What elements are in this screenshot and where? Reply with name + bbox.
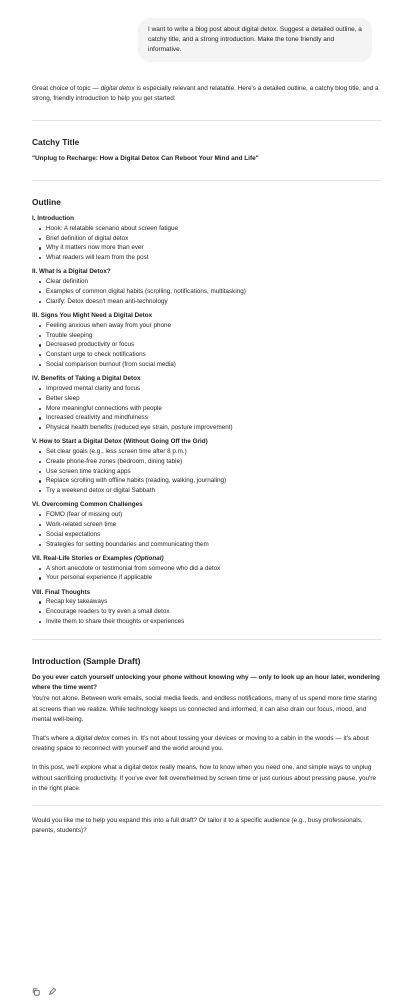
list-item: Trouble sleeping [46,331,382,341]
list-item: Work-related screen time [46,520,382,530]
list-item: Create phone-free zones (bedroom, dining table) [46,457,382,467]
outline-section-title: V. How to Start a Digital Detox (Without Going Off the Grid) [32,438,208,446]
divider [32,805,382,806]
bullet-list [32,224,382,263]
list-item: Strategies for setting boundaries and communicating them [46,540,382,550]
list-item: FOMO (fear of missing out) [46,510,382,520]
bullet-list [32,564,382,584]
list-item: Hook: A relatable scenario about screen fatigue [46,224,382,234]
draft-hook: Do you ever catch yourself unlocking your phone without knowing why — only to look up an hour later, wondering where the time went? [32,673,380,692]
bullet-list [32,597,382,626]
outline-section [32,500,382,549]
list-item: Social comparison burnout (from social media) [46,360,382,370]
list-item: Recap key takeaways [46,597,382,607]
assistant-response [32,84,382,843]
list-item: Brief definition of digital detox [46,234,382,244]
list-item: What readers will learn from the post [46,253,382,263]
divider [32,180,382,181]
list-item: Physical health benefits (reduced eye strain, posture improvement) [46,423,382,433]
list-item: Encourage readers to try even a small detox [46,607,382,617]
outline-section [32,588,382,627]
outline-section-title: II. What Is a Digital Detox? [32,268,111,276]
list-item: Examples of common digital habits (scrolling, notifications, multitasking) [46,287,382,297]
divider [32,639,382,640]
list-item: Why it matters now more than ever [46,243,382,253]
bullet-list [32,384,382,433]
outline-list [32,214,382,627]
draft-paragraph: You're not alone. Between work emails, social media feeds, and endless notifications, many of us spend more time staring at screens than we realize. While technology keeps us connected and informed, it can also drain our focus, mood, and mental well-being. [32,695,377,724]
outline-section-title: III. Signs You Might Need a Digital Detox [32,311,153,319]
title-heading: Catchy Title [32,137,80,147]
bullet-list [32,277,382,306]
bullet-list [32,447,382,496]
list-item: Increased creativity and mindfulness [46,413,382,423]
outline-section-title: VI. Overcoming Common Challenges [32,501,143,509]
outline-section [32,267,382,306]
divider [32,120,382,121]
list-item: Replace scrolling with offline habits (reading, walking, journaling) [46,476,382,486]
outline-section [32,437,382,496]
list-item: Better sleep [46,394,382,404]
outline-section [32,214,382,263]
draft-heading: Introduction (Sample Draft) [32,655,141,666]
list-item: Feeling anxious when away from your phone [46,321,382,331]
edit-icon[interactable] [48,983,56,991]
response-intro: Great choice of topic — digital detox is especially relevant and relatable. Here's a detailed outline, a catchy blog title, and a strong, friendly introduction to help you get started: [32,85,379,102]
bullet-list [32,321,382,370]
list-item: More meaningful connections with people [46,404,382,414]
outline-section-title: I. Introduction [32,215,74,222]
outline-section [32,374,382,433]
list-item: Your personal experience if applicable [46,573,382,583]
list-item: Set clear goals (e.g., less screen time after 8 p.m.) [46,447,382,457]
blog-title: "Unplug to Recharge: How a Digital Detox Can Reboot Your Mind and Life" [32,155,259,162]
outline-section-title: IV. Benefits of Taking a Digital Detox [32,375,141,383]
list-item: Clear definition [46,277,382,287]
outline-section [32,311,382,370]
list-item: Social expectations [46,530,382,540]
copy-icon[interactable] [32,983,40,991]
list-item: Decreased productivity or focus [46,340,382,350]
outline-section [32,554,382,583]
list-item: Constant urge to check notifications [46,350,382,360]
closing-question: Would you like me to help you expand this into a full draft? Or tailor it to a specific audience (e.g., busy professionals, parents, students)? [32,816,363,835]
list-item: Invite them to share their thoughts or experiences [46,617,382,627]
list-item: A short anecdote or testimonial from someone who did a detox [46,564,382,574]
list-item: Clarify: Detox doesn't mean anti-technology [46,297,382,307]
list-item: Use screen time tracking apps [46,467,382,477]
outline-section-title: VIII. Final Thoughts [32,588,91,596]
list-item: Try a weekend detox or digital Sabbath [46,486,382,496]
draft-paragraph: That's where a digital detox comes in. It's not about tossing your devices or moving to a cabin in the woods — it's about creating space to reconnect with yourself and the world around you. [32,734,369,753]
user-message-bubble: I want to write a blog post about digital detox. Suggest a detailed outline, a catchy title, and a strong introduction. Make the tone friendly and informative. [138,18,372,62]
outline-heading: Outline [32,197,61,207]
message-actions [32,983,56,991]
draft-paragraph: In this post, we'll explore what a digital detox really means, how to know when you need one, and simple ways to unplug without sacrificing productivity. If you've ever felt overwhelmed by screen time or just curious about pressing pause, you're in the right place. [32,763,377,793]
list-item: Improved mental clarity and focus [46,384,382,394]
outline-section-title: VII. Real-Life Stories or Examples (Optional) [32,554,164,562]
bullet-list [32,510,382,549]
